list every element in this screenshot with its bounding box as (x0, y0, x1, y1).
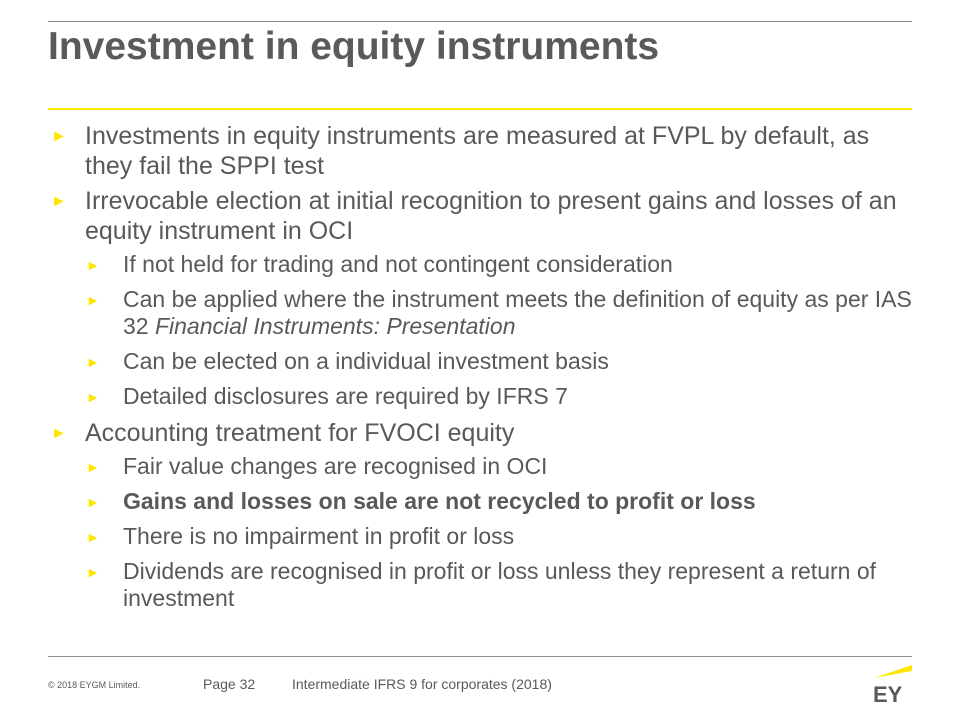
bullet-arrow-icon: ► (51, 193, 67, 210)
bullet-arrow-icon: ► (86, 459, 100, 475)
title-underline (48, 108, 912, 110)
sub-bullet-item (48, 251, 912, 278)
sub-bullet-text: There is no impairment in profit or loss (123, 523, 515, 549)
sub-bullet-text: Can be elected on a individual investment basis (123, 348, 609, 374)
sub-bullet-item (48, 558, 912, 612)
sub-bullet-item (48, 453, 912, 480)
bullet-arrow-icon: ► (51, 425, 67, 442)
ey-logo-icon (866, 660, 914, 704)
course-title: Intermediate IFRS 9 for corporates (2018) (292, 676, 552, 692)
bullet-text: Accounting treatment for FVOCI equity (85, 419, 515, 447)
bullet-arrow-icon: ► (86, 494, 100, 510)
bullet-item (48, 121, 912, 181)
sub-bullet-item (48, 286, 912, 340)
bullet-arrow-icon: ► (86, 389, 100, 405)
sub-bullet-text: If not held for trading and not contingent consideration (123, 251, 673, 277)
sub-bullet-text-emphasis: Gains and losses on sale are not recycled to profit or loss (123, 488, 756, 514)
bullet-text: Irrevocable election at initial recognition to present gains and losses of an equity instrument in OCI (85, 187, 897, 245)
bullet-text: Investments in equity instruments are measured at FVPL by default, as they fail the SPPI test (85, 122, 870, 180)
sub-bullet-item (48, 488, 912, 515)
page-number: Page 32 (203, 676, 256, 692)
bullet-item (48, 418, 912, 448)
bullet-item (48, 186, 912, 246)
sub-bullet-italic-text: Financial Instruments: Presentation (154, 313, 516, 339)
sub-bullet-text: Can be applied where the instrument meets the definition of equity as per IAS 32 (123, 286, 912, 339)
sub-bullet-text: Detailed disclosures are required by IFRS 7 (123, 383, 568, 409)
bullet-arrow-icon: ► (86, 354, 100, 370)
sub-bullet-item (48, 348, 912, 375)
footer-divider (48, 656, 912, 657)
svg-text:EY: EY (873, 682, 903, 704)
bullet-arrow-icon: ► (86, 529, 100, 545)
bullet-arrow-icon: ► (86, 257, 100, 273)
bullet-list (48, 121, 912, 620)
bullet-arrow-icon: ► (86, 292, 100, 308)
sub-bullet-item (48, 523, 912, 550)
bullet-arrow-icon: ► (86, 564, 100, 580)
top-divider (48, 21, 912, 22)
sub-bullet-text: Dividends are recognised in profit or loss unless they represent a return of investment (123, 558, 877, 611)
slide-title: Investment in equity instruments (48, 25, 660, 68)
sub-bullet-item (48, 383, 912, 410)
bullet-arrow-icon: ► (51, 128, 67, 145)
copyright-text: © 2018 EYGM Limited. (48, 680, 141, 690)
sub-bullet-text: Fair value changes are recognised in OCI (123, 453, 548, 479)
